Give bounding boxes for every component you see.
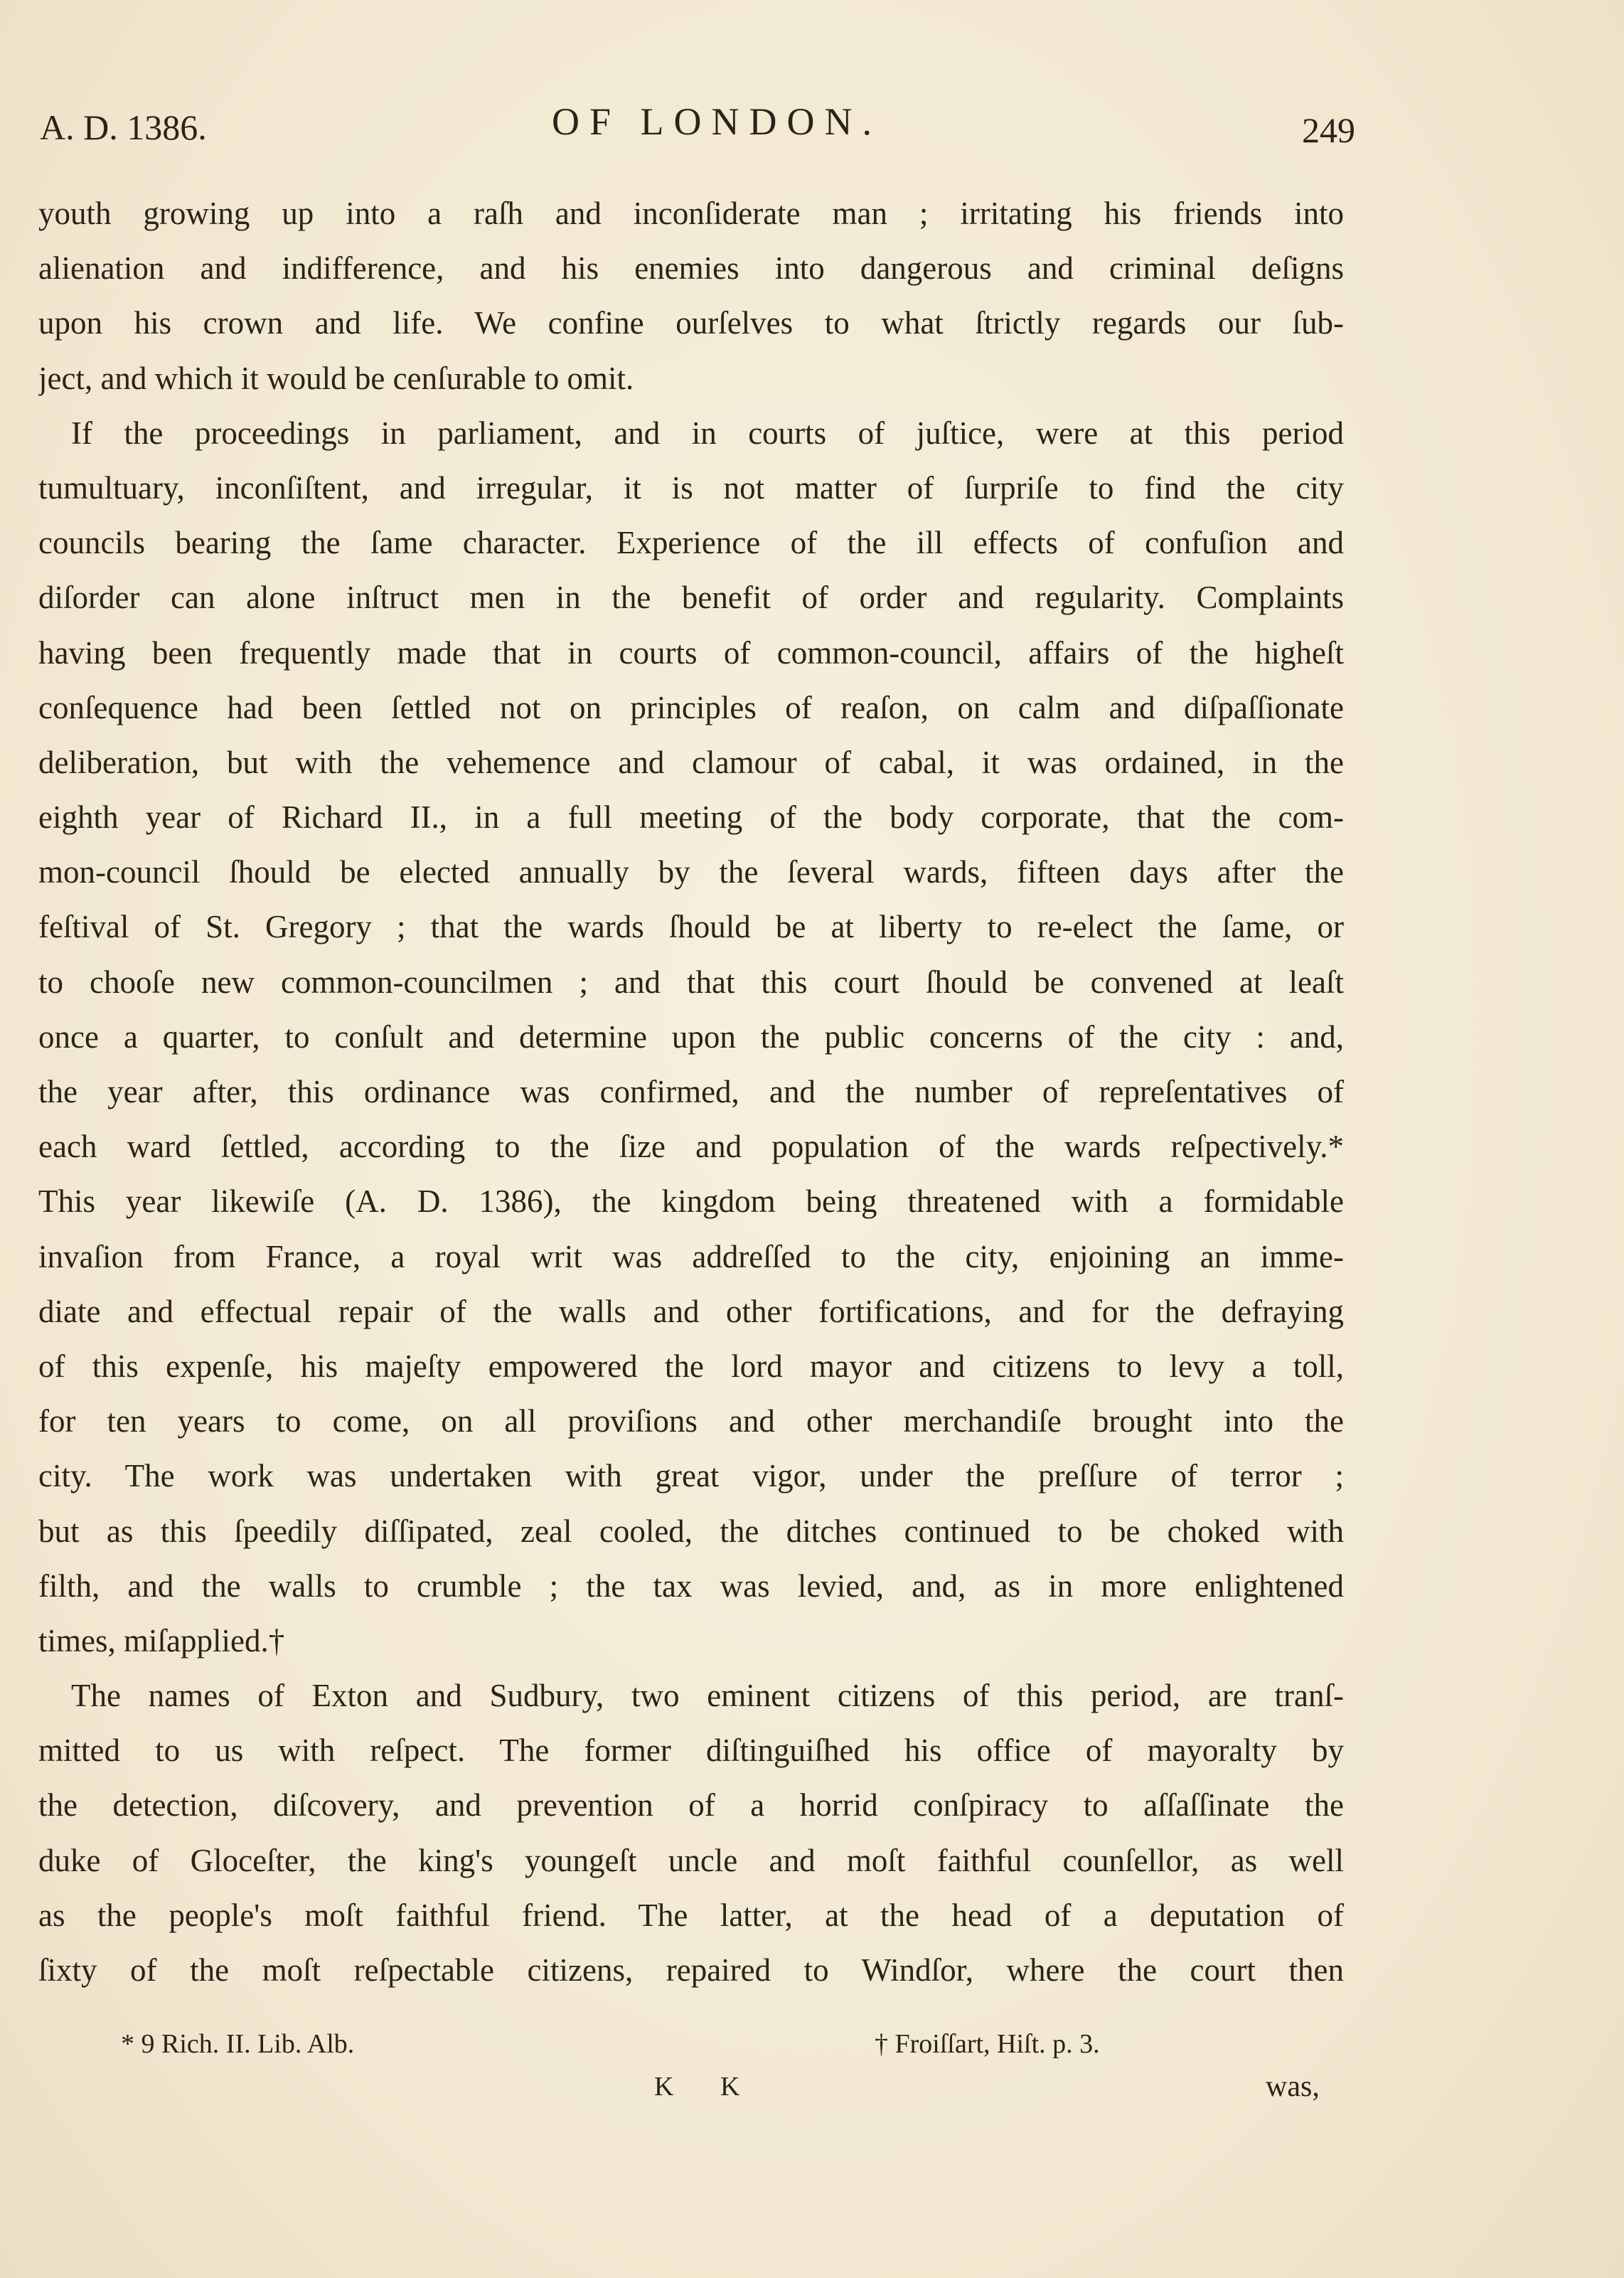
text-line: having been frequently made that in courts of common-council, affairs of the higheſt [38,634,1344,671]
text-line: ſixty of the moſt reſpectable citizens, repaired to Windſor, where the court then [38,1952,1344,1988]
footnote-asterisk: * 9 Rich. II. Lib. Alb. [121,2029,355,2059]
text-line: to chooſe new common-councilmen ; and that this court ſhould be convened at leaſt [38,964,1344,1000]
header-year: A. D. 1386. [40,107,207,147]
running-header [40,100,1355,164]
text-line: filth, and the walls to crumble ; the tax was levied, and, as in more enlightened [38,1568,1344,1604]
text-line: eighth year of Richard II., in a full meeting of the body corporate, that the com- [38,799,1344,836]
text-line: conſequence had been ſettled not on principles of reaſon, on calm and diſpaſſionate [38,689,1344,725]
text-line: youth growing up into a raſh and inconſiderate man ; irritating his friends into [38,196,1344,231]
text-line: This year likewiſe (A. D. 1386), the kingdom being threatened with a formidable [38,1183,1344,1220]
text-line: as the people's moſt faithful friend. The latter, at the head of a deputation of [38,1897,1344,1933]
text-line: the detection, diſcovery, and prevention of a horrid conſpiracy to aſſaſſinate the [38,1787,1344,1824]
footnote-dagger: † Froiſſart, Hiſt. p. 3. [875,2029,1100,2059]
catchword: was, [1266,2070,1320,2103]
text-line: invaſion from France, a royal writ was addreſſed to the city, enjoining an imme- [38,1238,1344,1274]
text-line: diate and effectual repair of the walls and other fortifications, and for the defraying [38,1293,1344,1329]
text-line: once a quarter, to conſult and determine upon the public concerns of the city : and, [38,1018,1344,1055]
text-line: mitted to us with reſpect. The former diſtinguiſhed his office of mayoralty by [38,1733,1344,1769]
page-number: 249 [1302,110,1355,150]
text-line: the year after, this ordinance was confirmed, and the number of repreſentatives of [38,1074,1344,1109]
signature-mark: K K [654,2072,760,2102]
text-line: feſtival of St. Gregory ; that the wards ſhould be at liberty to re-elect the ſame, or [38,909,1344,945]
text-line: tumultuary, inconſiſtent, and irregular, it is not matter of ſurpriſe to find the city [38,469,1344,506]
text-line: mon-council ſhould be elected annually by the ſeveral wards, fifteen days after the [38,854,1344,890]
text-line: upon his crown and life. We confine ourſelves to what ſtrictly regards our ſub- [38,305,1344,341]
body-text [38,186,1344,1998]
header-title: OF LONDON. [552,100,882,143]
footnotes [121,2028,1187,2071]
text-line: of this expenſe, his majeſty empowered the lord mayor and citizens to levy a toll, [38,1348,1344,1384]
text-line: but as this ſpeedily diſſipated, zeal cooled, the ditches continued to be choked with [38,1513,1344,1549]
text-line: alienation and indifference, and his enemies into dangerous and criminal deſigns [38,250,1344,287]
text-line: councils bearing the ſame character. Experience of the ill effects of confuſion and [38,525,1344,561]
text-line: city. The work was undertaken with great vigor, under the preſſure of terror ; [38,1458,1344,1494]
text-line: for ten years to come, on all proviſions and other merchandiſe brought into the [38,1403,1344,1439]
text-line: The names of Exton and Sudbury, two eminent citizens of this period, are tranſ- [71,1678,1344,1714]
text-line: deliberation, but with the vehemence and clamour of cabal, it was ordained, in the [38,744,1344,780]
text-line: ject, and which it would be cenſurable to omit. [38,360,634,396]
text-line: each ward ſettled, according to the ſize and population of the wards reſpectively.* [38,1129,1344,1165]
text-line: times, miſapplied.† [38,1622,285,1659]
text-line: If the proceedings in parliament, and in courts of juſtice, were at this period [71,415,1344,451]
text-line: diſorder can alone inſtruct men in the benefit of order and regularity. Complaints [38,580,1344,616]
text-line: duke of Gloceſter, the king's youngeſt uncle and moſt faithful counſellor, as well [38,1842,1344,1878]
